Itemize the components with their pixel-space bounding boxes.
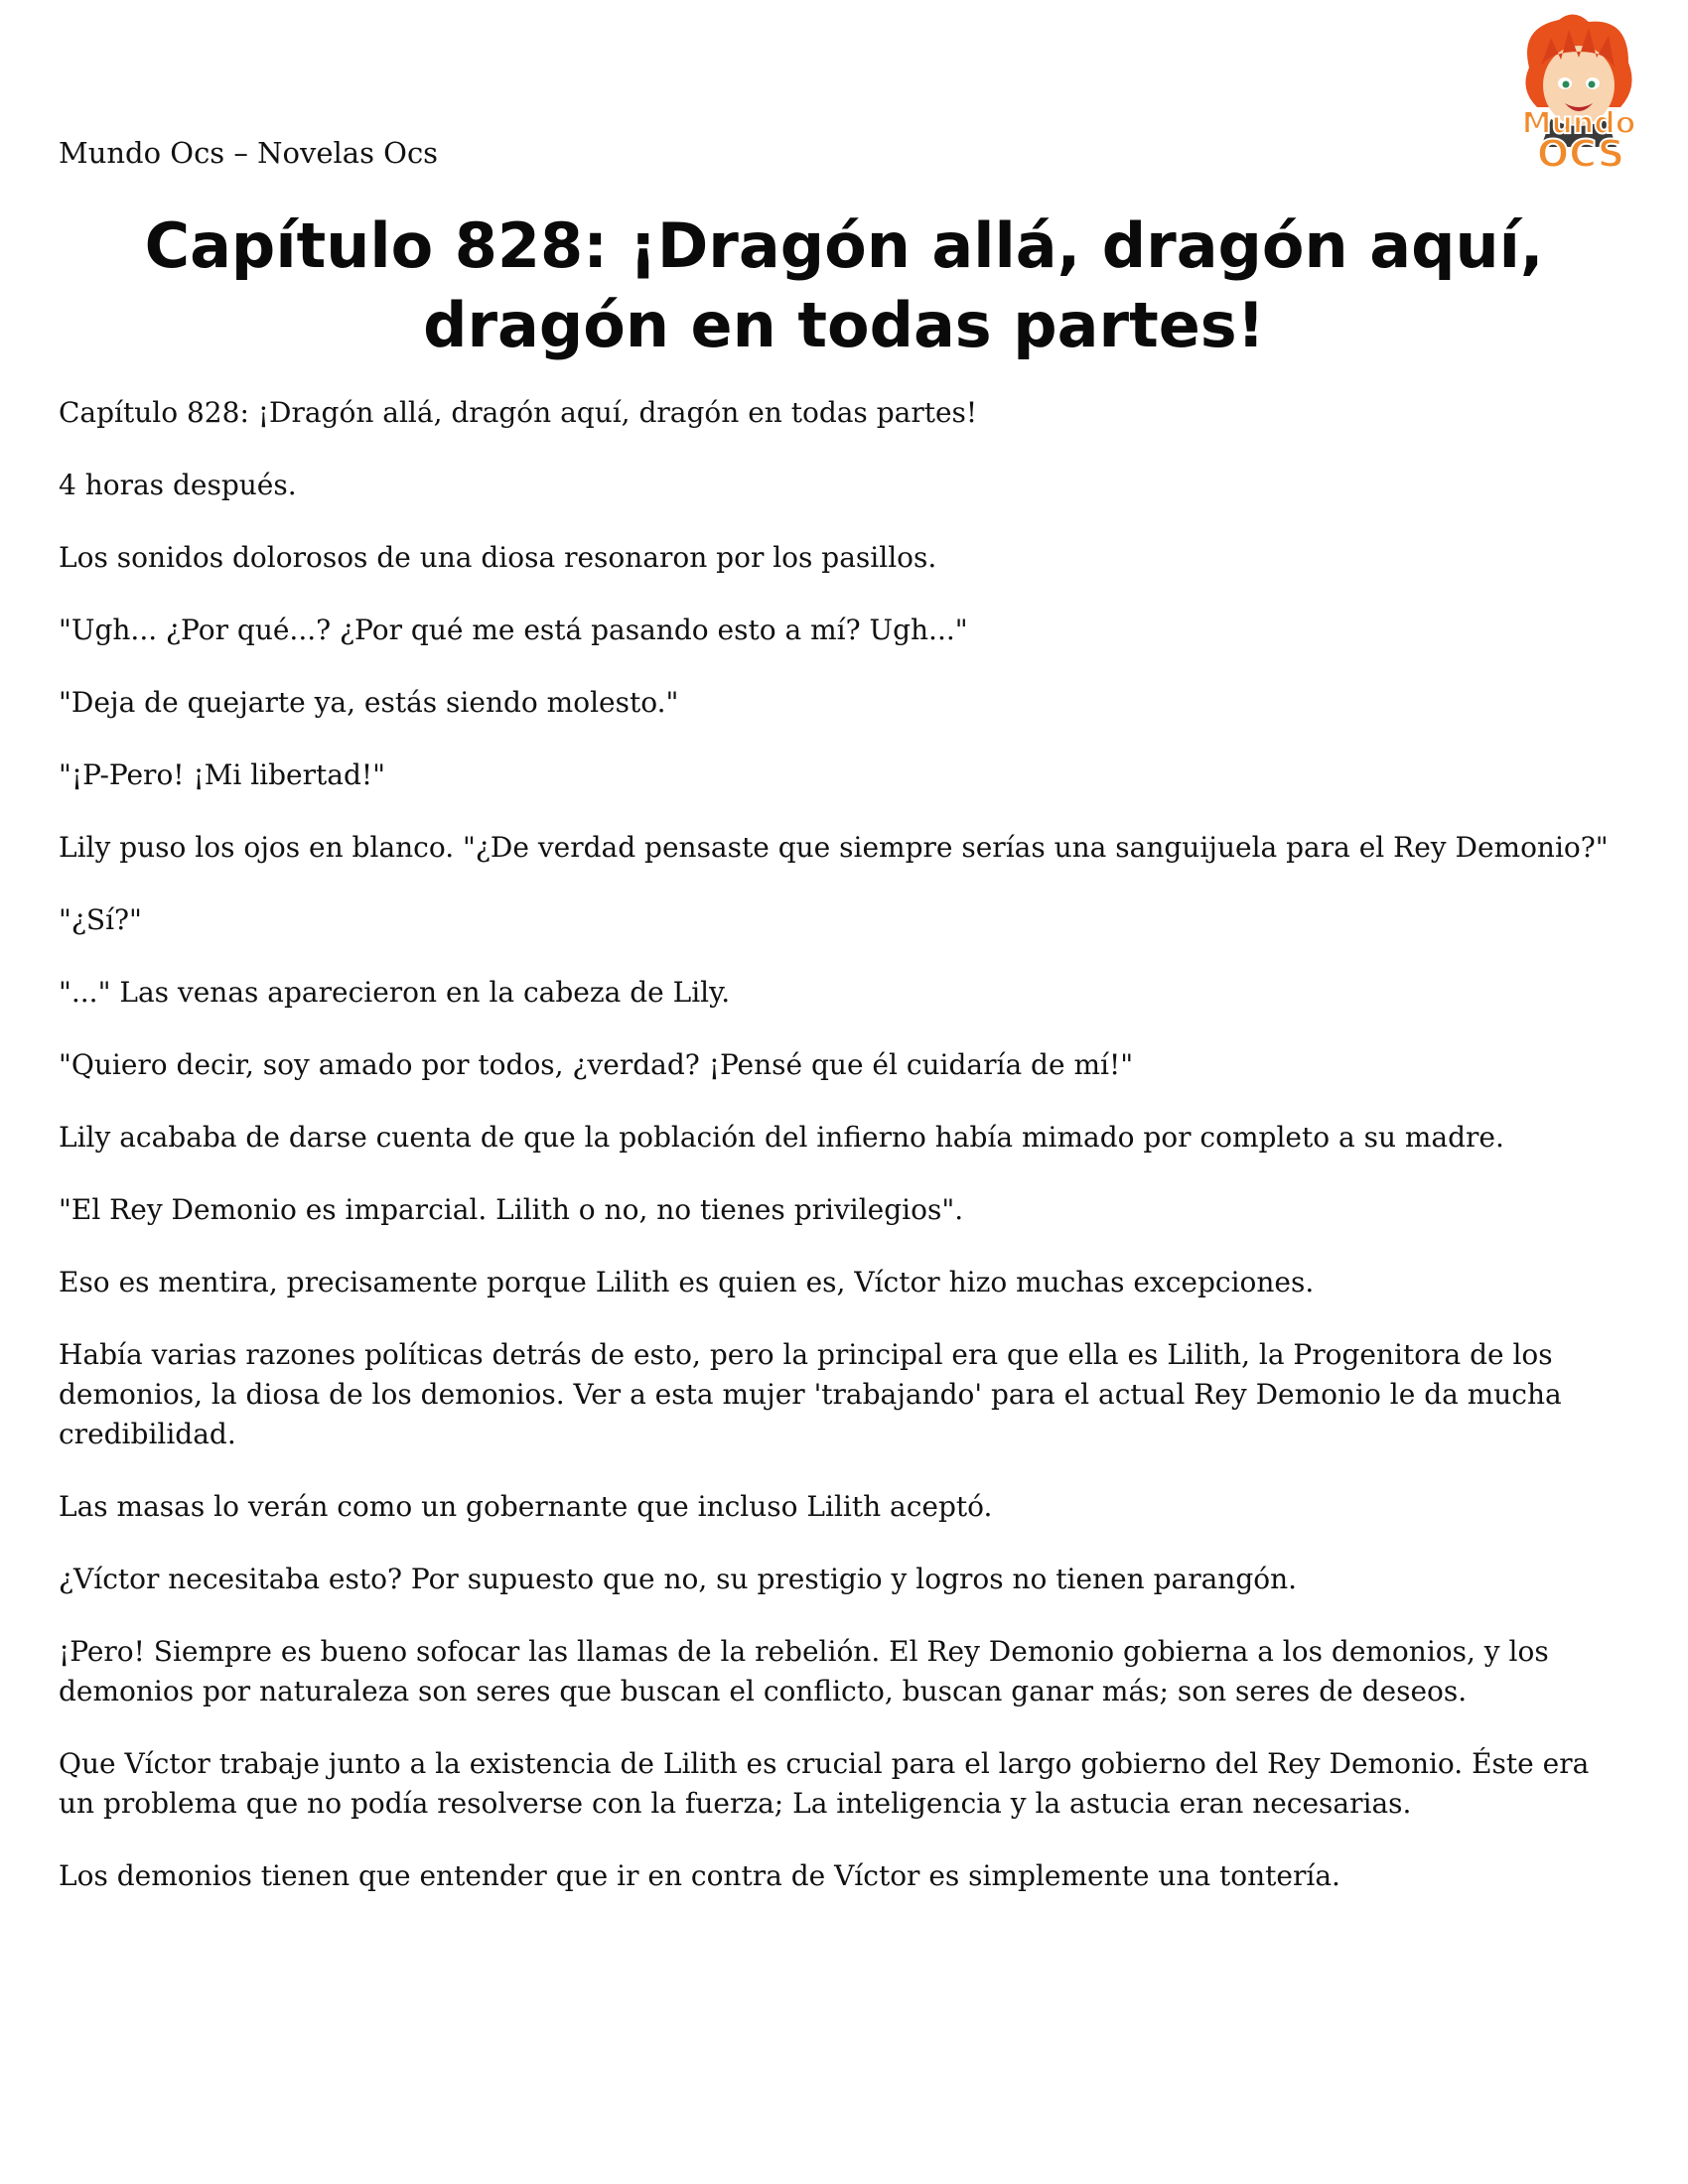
paragraph: 4 horas después. <box>59 469 297 501</box>
chapter-body <box>59 393 1629 1929</box>
paragraph: Eso es mentira, precisamente porque Lilith es quien es, Víctor hizo muchas excepciones. <box>59 1266 1315 1298</box>
paragraph: Las masas lo verán como un gobernante que incluso Lilith aceptó. <box>59 1490 993 1523</box>
paragraph: Lily acababa de darse cuenta de que la población del infierno había mimado por completo a su madre. <box>59 1121 1504 1154</box>
paragraph: Lily puso los ojos en blanco. "¿De verdad pensaste que siempre serías una sanguijuela para el Rey Demonio?" <box>59 831 1609 864</box>
mundo-ocs-logo <box>1489 8 1668 182</box>
site-header: Mundo Ocs – Novelas Ocs <box>59 136 439 170</box>
logo-text-top: Mundo <box>1521 106 1636 141</box>
paragraph: Los demonios tienen que entender que ir en contra de Víctor es simplemente una tontería. <box>59 1859 1340 1892</box>
paragraph: "El Rey Demonio es imparcial. Lilith o no, no tienes privilegios". <box>59 1193 964 1226</box>
paragraph: Los sonidos dolorosos de una diosa resonaron por los pasillos. <box>59 541 937 574</box>
paragraph: Capítulo 828: ¡Dragón allá, dragón aquí, dragón en todas partes! <box>59 396 978 429</box>
paragraph: ¡Pero! Siempre es bueno sofocar las llamas de la rebelión. El Rey Demonio gobierna a los demonios, y los demonios por naturaleza son seres que buscan el conflicto, buscan ganar más; son seres de deseos. <box>59 1635 1549 1707</box>
paragraph: "¿Sí?" <box>59 903 142 936</box>
paragraph: "..." Las venas aparecieron en la cabeza de Lily. <box>59 976 731 1009</box>
logo-text-bottom: OCS <box>1536 132 1625 176</box>
paragraph: Que Víctor trabaje junto a la existencia de Lilith es crucial para el largo gobierno del Rey Demonio. Éste era un problema que no podía resolverse con la fuerza; La inteligencia y la astucia eran necesarias. <box>59 1747 1590 1820</box>
chapter-title: Capítulo 828: ¡Dragón allá, dragón aquí, dragón en todas partes! <box>144 209 1544 361</box>
paragraph: "Deja de quejarte ya, estás siendo molesto." <box>59 686 679 719</box>
paragraph: ¿Víctor necesitaba esto? Por supuesto que no, su prestigio y logros no tienen parangón. <box>59 1563 1298 1595</box>
paragraph: Había varias razones políticas detrás de esto, pero la principal era que ella es Lilith, la Progenitora de los demonios, la diosa de los demonios. Ver a esta mujer 'trabajando' para el actual Rey Demonio le da mucha credibilidad. <box>59 1338 1562 1450</box>
paragraph: "¡P-Pero! ¡Mi libertad!" <box>59 758 386 791</box>
paragraph: "Quiero decir, soy amado por todos, ¿verdad? ¡Pensé que él cuidaría de mí!" <box>59 1048 1134 1081</box>
paragraph: "Ugh... ¿Por qué...? ¿Por qué me está pasando esto a mí? Ugh..." <box>59 614 968 646</box>
